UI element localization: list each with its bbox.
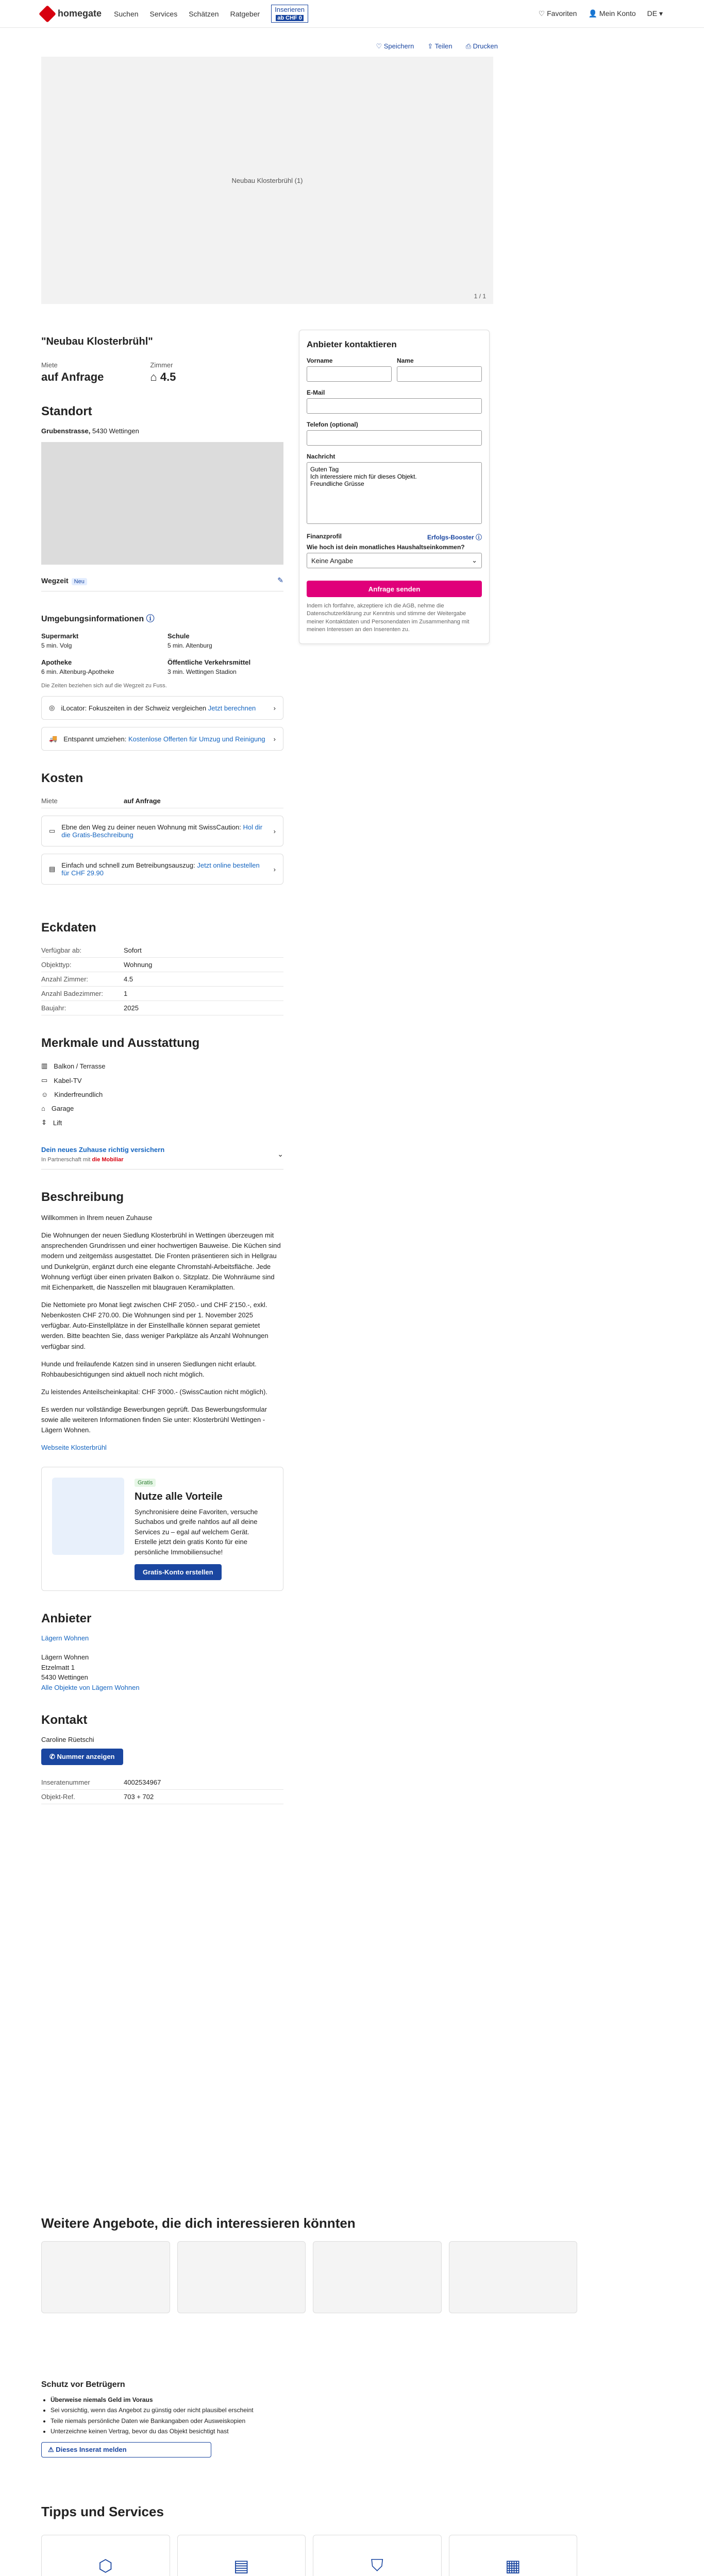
- cube-icon: ⬡: [98, 2556, 113, 2575]
- key-facts: Miete auf Anfrage Zimmer ⌂ 4.5: [41, 361, 176, 383]
- balcony-icon: ▥: [41, 1062, 48, 1070]
- provider-listings-link[interactable]: Alle Objekte von Lägern Wohnen: [41, 1683, 140, 1691]
- show-number-button[interactable]: ✆ Nummer anzeigen: [41, 1749, 123, 1765]
- create-account-button[interactable]: Gratis-Konto erstellen: [135, 1564, 222, 1580]
- truck-icon: 🚚: [49, 735, 58, 742]
- map[interactable]: [41, 442, 283, 565]
- email-input[interactable]: [307, 398, 482, 414]
- message-textarea[interactable]: [307, 462, 482, 524]
- lastname-input[interactable]: [397, 366, 482, 382]
- travel-time-row[interactable]: Wegzeit Neu ✎: [41, 576, 283, 591]
- costs-table: Miete auf Anfrage: [41, 794, 283, 808]
- provider-address: Lägern Wohnen Etzelmatt 1 5430 Wettingen Alle Objekte von Lägern Wohnen: [41, 1653, 140, 1691]
- surroundings-grid: Supermarkt 5 min. Volg Schule 5 min. Altenburg Apotheke 6 min. Altenburg-Apotheke Öffentliche Verkehrsmittel 3 min. Wettingen Stadion: [41, 632, 251, 675]
- homegate-logo[interactable]: homegate: [41, 8, 102, 20]
- address: Grubenstrasse, 5430 Wettingen: [41, 427, 139, 435]
- tip-betreibung: [177, 2535, 306, 2576]
- details-table: Verfügbar ab: Sofort Objekttyp: Wohnung Anzahl Zimmer: 4.5 Anzahl Badezimmer: 1 Baujahr: 2025: [41, 943, 283, 1015]
- nav-suchen[interactable]: Suchen: [114, 9, 139, 18]
- chevron-down-icon: ⌄: [277, 1149, 283, 1158]
- feature-kids: ☺ Kinderfreundlich: [41, 1091, 103, 1098]
- offer-card[interactable]: [41, 2241, 170, 2313]
- tip-moving: [41, 2535, 170, 2576]
- nav-services[interactable]: Services: [149, 9, 178, 18]
- card-icon: ▭: [49, 827, 56, 835]
- send-request-button[interactable]: Anfrage senden: [307, 581, 482, 597]
- chevron-right-icon: ›: [273, 735, 276, 743]
- contact-form: Anbieter kontaktieren Vorname Name E-Mail Telefon (optional) Nachricht Guten Tag Ich interessiere mich für dieses Objekt. Freundliche Grüsse Finanzprofil Erfolgs-Booster ⓘ Wie hoch ist dein monatliches Haushaltseinkommen? Keine Angabe ⌄ Anfrage senden Indem ich fortfahre, akzeptiere ich die AGB, nehme die Datenschutzerklärung zur Kenntnis und stimme der Weitergabe meiner Kontaktdaten und Personendaten im Zusammenhang mit meinen Interessen an den Inserenten zu.: [299, 330, 490, 644]
- nav-schaetzen[interactable]: Schätzen: [189, 9, 219, 18]
- rooms-value: ⌂ 4.5: [150, 370, 176, 383]
- main-content: "Neubau Klosterbrühl" Miete auf Anfrage Zimmer ⌂ 4.5 Standort Grubenstrasse, 5430 Wettingen Wegzeit Neu ✎ Umgebungsinformationen ⓘ Supermarkt 5 min. Volg Schule 5 min. Altenburg Apotheke 6 min. Altenburg-Apotheke Öffentliche Verkehrsmittel 3 min. Wettingen Stadion Die Zeiten beziehen sich auf die Wegzeit zu Fuss. ◎ iLocator: Fokuszeiten in der Schweiz vergleichen Jetzt berechnen › 🚚 Entspannt umziehen: Kostenlose Offerten für Umzug und Reinigung › Kosten Miete auf Anfrage ▭ Ebne den Weg zu deiner neuen Wohnung mit SwissCaution: Hol dir die Gratis-Beschreibung › ▤ Einfach und schnell zum Betreibungsauszug: Jetzt online bestellen für CHF 29.90 › Eckdaten Verfügbar ab: Sofort Objekttyp: Wohnung Anzahl Zimmer: 4.5 Anzahl Badezimmer: 1 Baujahr: 2025 Merkmale und Ausstattung ▥ Balkon / Terrasse ▭ Kabel-TV ☺ Kinderfreundlich ⌂ Garage ⇕ Lift Dein neues Zuhause richtig versichern In Partnerschaft mit die Mobiliar ⌄ Beschreibung Willkommen in Ihrem neuen Zuhause Die Wohnungen der neuen Siedlung Klosterbrühl in Wettingen überzeugen mit ansprechenden Grundrissen und einer hochwertigen Bauweise. Die Küchen sind modern und zeitgemäss ausgestattet. Die Fronten präsentieren sich in Hellgrau und Dunkelgrün, ergänzt durch eine elegante Chromstahl-Arbeitsfläche. Jede Wohnung verfügt über einen privaten Balkon o. Sitzplatz. Die Wohnräume sind mit Eichenparkett, die Nasszellen mit blaugrauen Keramikplatten. Die Nettomiete pro Monat liegt zwischen CHF 2'050.- und CHF 2'150.-, exkl. Nebenkosten CHF 270.00. Die Wohnungen sind per 1. November 2025 verfügbar. Auto-Einstellplätze in der Einstellhalle können separat gemietet werden. Bitte beachten Sie, dass weniger Parkplätze als Anzahl Wohnungen verfügbar sind. Hunde und freilaufende Katzen sind in unseren Siedlungen nicht erlaubt. Rohbaubesichtigungen sind aktuell noch nicht möglich. Zu leistendes Anteilscheinkapital: CHF 3'000.- (SwissCaution nicht möglich). Es werden nur vollständige Bewerbungen geprüft. Das Bewerbungsformular sowie alle weiteren Informationen finden Sie unter: Klosterbrühl Wettingen - Lägern Wohnen. Webseite Klosterbrühl Gratis Nutze alle Vorteile Synchronisiere deine Favoriten, versuche Suchabos und greife nahtlos auf all deine Services zu – egal auf welchem Gerät. Erstelle jetzt dein gratis Konto für eine persönliche Immobiliensuche! Gratis-Konto erstellen Anbieter Lägern Wohnen Lägern Wohnen Etzelmatt 1 5430 Wettingen Alle Objekte von Lägern Wohnen Kontakt Caroline Rüetschi ✆ Nummer anzeigen Inseratenummer 4002534967 Objekt-Ref. 703 + 702: [41, 330, 283, 1804]
- ilocator-icon: ◎: [49, 704, 55, 711]
- listing-actions: [0, 28, 704, 50]
- offer-card[interactable]: [313, 2241, 442, 2313]
- features-heading: Merkmale und Ausstattung: [41, 1036, 200, 1050]
- provider-logo[interactable]: Lägern Wohnen: [41, 1634, 89, 1642]
- income-select[interactable]: Keine Angabe ⌄: [307, 553, 482, 568]
- feature-balcony: ▥ Balkon / Terrasse: [41, 1062, 106, 1070]
- location-heading: Standort: [41, 404, 92, 418]
- account-link[interactable]: 👤 Mein Konto: [588, 9, 636, 18]
- document-icon: ▤: [233, 2556, 249, 2575]
- promo-swisscaution[interactable]: ▭ Ebne den Weg zu deiner neuen Wohnung mit SwissCaution: Hol dir die Gratis-Beschreibung ›: [41, 816, 283, 846]
- provider-heading: Anbieter: [41, 1612, 92, 1626]
- save-button[interactable]: ♡ Speichern: [376, 42, 414, 50]
- promo-moving[interactable]: 🚚 Entspannt umziehen: Kostenlose Offerten für Umzug und Reinigung ›: [41, 727, 283, 751]
- tips-grid: [41, 2535, 577, 2576]
- garage-icon: ⌂: [41, 1105, 45, 1112]
- tv-icon: ▭: [41, 1076, 48, 1084]
- mobilar-accordion[interactable]: Dein neues Zuhause richtig versichern In Partnerschaft mit die Mobiliar ⌄: [41, 1145, 283, 1170]
- fraud-section: Schutz vor Betrügern • Überweise niemals Geld im Voraus • Sei vorsichtig, wenn das Angebot zu günstig oder nicht plausibel erscheint • Teile niemals persönliche Daten wie Bankangaben oder Ausweiskopien • Unterzeichne keinen Vertrag, bevor du das Objekt besichtigt hast ⚠ Dieses Inserat melden: [41, 2380, 299, 2458]
- tip-swisscaution: [313, 2535, 442, 2576]
- image-gallery[interactable]: [41, 57, 493, 304]
- chevron-down-icon: ⌄: [472, 556, 477, 564]
- offer-card[interactable]: [177, 2241, 306, 2313]
- tips-heading: Tipps und Services: [41, 2504, 164, 2519]
- more-heading: Weitere Angebote, die dich interessieren könnten: [41, 2215, 356, 2231]
- main-nav: [114, 10, 260, 18]
- nav-ratgeber[interactable]: Ratgeber: [230, 9, 260, 18]
- contact-heading: Kontakt: [41, 1713, 88, 1727]
- favorites-link[interactable]: ♡ Favoriten: [538, 9, 577, 18]
- lift-icon: ⇕: [41, 1118, 47, 1126]
- phone-input[interactable]: [307, 430, 482, 446]
- child-icon: ☺: [41, 1091, 48, 1098]
- site-header: [0, 0, 704, 28]
- more-offers: [41, 2241, 577, 2313]
- ids-table: Inseratenummer 4002534967 Objekt-Ref. 703 + 702: [41, 1775, 283, 1804]
- chevron-right-icon: ›: [273, 704, 276, 712]
- gallery-image-alt: Neubau Klosterbrühl (1): [231, 176, 303, 184]
- costs-heading: Kosten: [41, 771, 83, 785]
- website-link[interactable]: Webseite Klosterbrühl: [41, 1443, 107, 1451]
- feature-garage: ⌂ Garage: [41, 1105, 74, 1112]
- shield-icon: ⛉: [371, 2556, 383, 2574]
- gallery-counter: 1 / 1: [474, 293, 486, 300]
- print-button[interactable]: ⎙ Drucken: [465, 42, 498, 50]
- tip-ilocator: [449, 2535, 578, 2576]
- rent-value: auf Anfrage: [41, 370, 104, 383]
- benefits-card: Gratis Nutze alle Vorteile Synchronisiere deine Favoriten, versuche Suchabos und greife nahtlos auf all deine Services zu – egal auf welchem Gerät. Erstelle jetzt dein gratis Konto für eine persönliche Immobiliensuche! Gratis-Konto erstellen: [41, 1467, 283, 1591]
- document-icon: ▤: [49, 865, 56, 873]
- promo-ilocator[interactable]: ◎ iLocator: Fokuszeiten in der Schweiz vergleichen Jetzt berechnen ›: [41, 696, 283, 720]
- logo-mark-icon: [39, 5, 56, 23]
- details-heading: Eckdaten: [41, 921, 96, 935]
- share-button[interactable]: ⇪ Teilen: [427, 42, 452, 50]
- header-right: [539, 9, 663, 18]
- listing-title: "Neubau Klosterbrühl": [41, 336, 153, 347]
- chevron-right-icon: ›: [273, 865, 276, 873]
- feature-cable: ▭ Kabel-TV: [41, 1076, 82, 1084]
- promo-betreibung[interactable]: ▤ Einfach und schnell zum Betreibungsauszug: Jetzt online bestellen für CHF 29.90 ›: [41, 854, 283, 885]
- benefits-illustration: [52, 1478, 124, 1555]
- map-icon: ▦: [505, 2556, 521, 2575]
- report-listing-button[interactable]: ⚠ Dieses Inserat melden: [41, 2442, 211, 2458]
- edit-icon[interactable]: ✎: [277, 576, 283, 584]
- offer-card[interactable]: [449, 2241, 578, 2313]
- firstname-input[interactable]: [307, 366, 392, 382]
- insert-button[interactable]: Inserieren ab CHF 0: [271, 5, 308, 22]
- feature-lift: ⇕ Lift: [41, 1118, 62, 1127]
- language-select[interactable]: DE ▾: [647, 9, 663, 18]
- surroundings-heading: Umgebungsinformationen ⓘ: [41, 615, 155, 623]
- chevron-right-icon: ›: [273, 827, 276, 835]
- description-heading: Beschreibung: [41, 1190, 124, 1204]
- info-icon: ⓘ: [146, 615, 155, 623]
